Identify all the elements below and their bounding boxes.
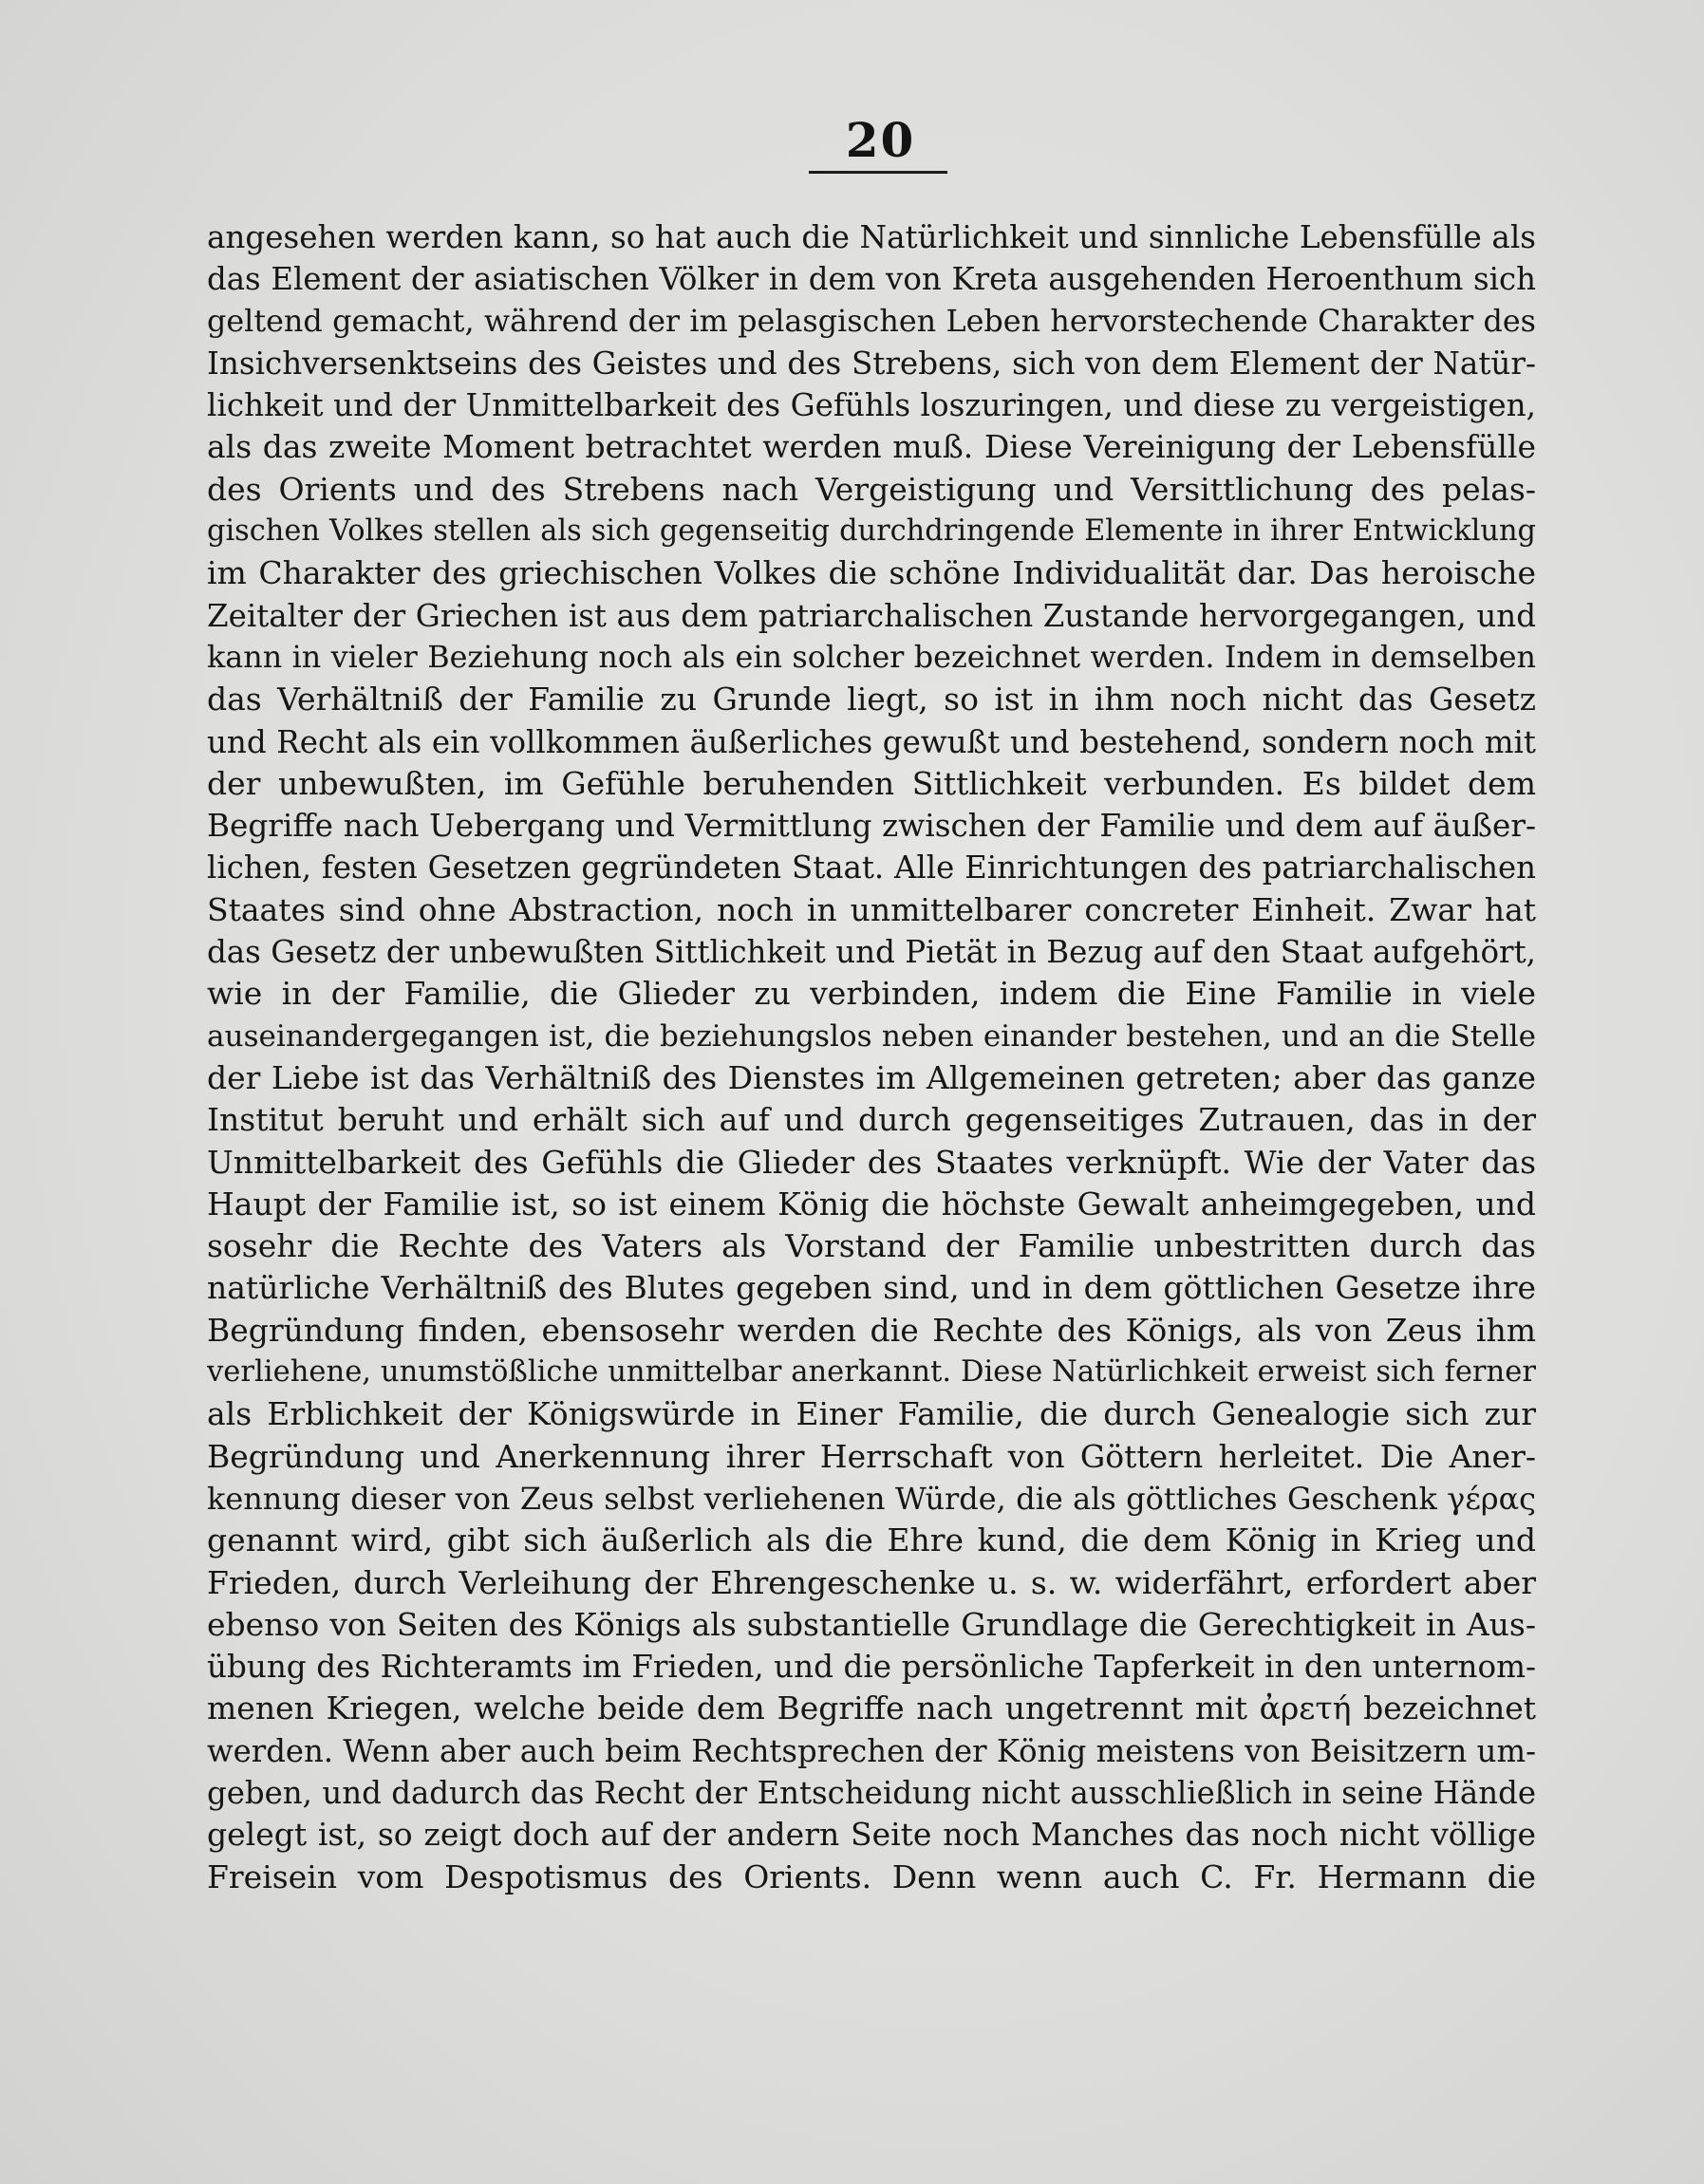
text-line: geltend gemacht, während der im pelasgischen Leben hervorstechende Charakter des (207, 303, 1536, 339)
text-line: übung des Richteramts im Frieden, und die persönliche Tapferkeit in den unternom- (207, 1649, 1536, 1686)
text-line: Haupt der Familie ist, so ist einem König die höchste Gewalt anheimgegeben, und (207, 1185, 1536, 1223)
text-line: Begriffe nach Uebergang und Vermittlung zwischen der Familie und dem auf äußer- (207, 808, 1536, 845)
text-line: der unbewußten, im Gefühle beruhenden Sittlichkeit verbunden. Es bildet dem (207, 764, 1536, 802)
page-number-rule (809, 171, 947, 174)
text-line: und Recht als ein vollkommen äußerliches gewußt und bestehend, sondern noch mit (207, 723, 1536, 760)
text-line: menen Kriegen, welche beide dem Begriffe nach ungetrennt mit ἀρετή bezeichnet (207, 1689, 1536, 1727)
text-line: Staates sind ohne Abstraction, noch in unmittelbarer concreter Einheit. Zwar hat (207, 890, 1536, 928)
text-line: gischen Volkes stellen als sich gegenseitig durchdringende Elemente in ihrer Entwicklung (207, 514, 1536, 549)
text-line: lichkeit und der Unmittelbarkeit des Gefühls loszuringen, und diese zu vergeistigen, (207, 387, 1536, 424)
text-line: Institut beruht und erhält sich auf und durch gegenseitiges Zutrauen, das in der (207, 1101, 1536, 1139)
text-line: natürliche Verhältniß des Blutes gegeben sind, und in dem göttlichen Gesetze ihre (207, 1269, 1536, 1307)
page-number: 20 (845, 112, 916, 168)
text-line: angesehen werden kann, so hat auch die Natürlichkeit und sinnliche Lebensfülle als (207, 219, 1536, 255)
text-line: geben, und dadurch das Recht der Entscheidung nicht ausschließlich in seine Hände (207, 1774, 1536, 1811)
text-line: als das zweite Moment betrachtet werden muß. Diese Vereinigung der Lebensfülle (207, 428, 1536, 466)
text-line: das Element der asiatischen Völker in dem von Kreta ausgehenden Heroenthum sich (207, 261, 1536, 298)
text-line: kann in vieler Beziehung noch als ein solcher bezeichnet werden. Indem in demselben (207, 639, 1536, 675)
text-line: Frieden, durch Verleihung der Ehrengeschenke u. s. w. widerfährt, erfordert aber (207, 1563, 1536, 1601)
text-line: das Gesetz der unbewußten Sittlichkeit und Pietät in Bezug auf den Staat aufgehört, (207, 934, 1536, 971)
text-line: wie in der Familie, die Glieder zu verbinden, indem die Eine Familie in viele (207, 975, 1536, 1013)
text-line: Insichversenktseins des Geistes und des Strebens, sich von dem Element der Natür- (207, 345, 1536, 382)
text-line: des Orients und des Strebens nach Vergeistigung und Versittlichung des pelas- (207, 470, 1536, 508)
text-line: der Liebe ist das Verhältniß des Dienstes im Allgemeinen getreten; aber das ganze (207, 1058, 1536, 1096)
text-line: Unmittelbarkeit des Gefühls die Glieder des Staates verknüpft. Wie der Vater das (207, 1143, 1536, 1181)
text-line: Zeitalter der Griechen ist aus dem patriarchalischen Zustande hervorgegangen, und (207, 597, 1536, 634)
text-line: auseinandergegangen ist, die beziehungslos neben einander bestehen, und an die Stelle (207, 1018, 1536, 1054)
text-line: im Charakter des griechischen Volkes die schöne Individualität dar. Das heroische (207, 554, 1536, 592)
text-line: als Erblichkeit der Königswürde in Einer Familie, die durch Genealogie sich zur (207, 1395, 1536, 1433)
text-line: Freisein vom Despotismus des Orients. Denn wenn auch C. Fr. Hermann die (207, 1857, 1536, 1895)
body-text (207, 216, 1536, 1898)
text-line: werden. Wenn aber auch beim Rechtsprechen der König meistens von Beisitzern um- (207, 1732, 1536, 1769)
text-line: sosehr die Rechte des Vaters als Vorstand der Familie unbestritten durch das (207, 1227, 1536, 1265)
text-line: lichen, festen Gesetzen gegründeten Staat. Alle Einrichtungen des patriarchalischen (207, 849, 1536, 887)
text-line: Begründung finden, ebensosehr werden die Rechte des Königs, als von Zeus ihm (207, 1311, 1536, 1349)
text-line: das Verhältniß der Familie zu Grunde liegt, so ist in ihm noch nicht das Gesetz (207, 681, 1536, 719)
text-line: gelegt ist, so zeigt doch auf der andern Seite noch Manches das noch nicht völlige (207, 1816, 1536, 1854)
text-line: kennung dieser von Zeus selbst verliehenen Würde, die als göttliches Geschenk γέρας (207, 1480, 1536, 1517)
text-line: genannt wird, gibt sich äußerlich als die Ehre kund, die dem König in Krieg und (207, 1521, 1536, 1559)
text-line: Begründung und Anerkennung ihrer Herrschaft von Göttern herleitet. Die Aner- (207, 1437, 1536, 1475)
text-line: verliehene, unumstößliche unmittelbar anerkannt. Diese Natürlichkeit erweist sich ferner (207, 1355, 1536, 1390)
text-line: ebenso von Seiten des Königs als substantielle Grundlage die Gerechtigkeit in Aus- (207, 1605, 1536, 1643)
